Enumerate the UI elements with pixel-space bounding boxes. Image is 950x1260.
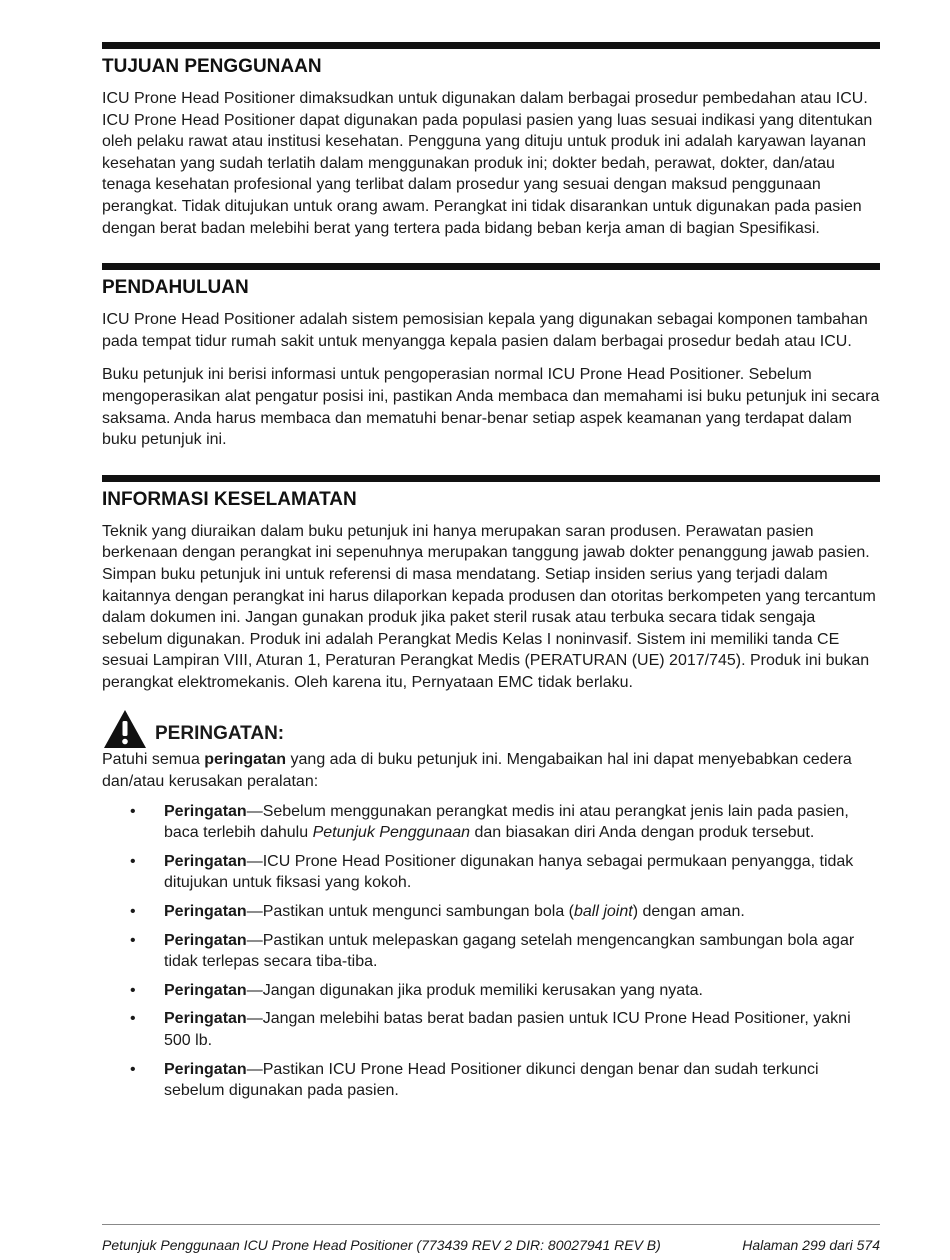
warning-label: Peringatan: [164, 903, 247, 921]
warning-label: Peringatan: [164, 1010, 247, 1028]
warning-label: Peringatan: [164, 852, 247, 870]
section-title-pendahuluan: PENDAHULUAN: [102, 277, 249, 299]
section-divider: [102, 42, 880, 49]
warning-text: ) dengan aman.: [632, 903, 745, 921]
warning-intro-text: Patuhi semua: [102, 751, 205, 769]
warning-text: —Sebelum menggunakan perangkat medis ini atau perangkat jenis lain pada pasien, baca terlebih dahulu: [164, 802, 849, 842]
warning-italic: ball joint: [574, 903, 633, 921]
warning-text: —Pastikan untuk melepaskan gagang setelah mengencangkan sambungan bola agar tidak terlepas secara tiba-tiba.: [164, 931, 855, 971]
warning-text: —Pastikan untuk mengunci sambungan bola (: [246, 903, 574, 921]
section-divider: [102, 263, 880, 270]
warning-label: Peringatan: [164, 931, 247, 949]
section-divider: [102, 475, 880, 482]
warning-text: dan biasakan diri Anda dengan produk tersebut.: [470, 824, 815, 842]
bullet: •: [130, 852, 136, 870]
paragraph-pendahuluan-2: Buku petunjuk ini berisi informasi untuk pengoperasian normal ICU Prone Head Positioner. Sebelum mengoperasikan alat pengatur posisi ini, pastikan Anda membaca dan memahami isi buku petunjuk ini secara saksama. Anda harus membaca dan mematuhi benar-benar setiap aspek keamanan yang terdapat dalam buku petunjuk ini.: [102, 366, 880, 449]
bullet: •: [130, 931, 136, 949]
warning-intro: [102, 749, 880, 792]
warning-list: [102, 801, 880, 1102]
warning-title: PERINGATAN:: [155, 723, 285, 745]
warning-text: —ICU Prone Head Positioner digunakan hanya sebagai permukaan penyangga, tidak ditujukan untuk fiksasi yang kokoh.: [164, 852, 854, 892]
paragraph-pendahuluan-1: ICU Prone Head Positioner adalah sistem pemosisian kepala yang digunakan sebagai komponen tambahan pada tempat tidur rumah sakit untuk menyangga kepala pasien dalam berbagai prosedur bedah atau ICU.: [102, 311, 868, 350]
page-footer: [102, 1237, 880, 1253]
footer-divider: [102, 1224, 880, 1225]
warning-text: —Jangan digunakan jika produk memiliki kerusakan yang nyata.: [246, 981, 703, 999]
section-title-tujuan: TUJUAN PENGGUNAAN: [102, 56, 322, 77]
warning-label: Peringatan: [164, 981, 247, 999]
footer-document-title: Petunjuk Penggunaan ICU Prone Head Positioner (773439 REV 2 DIR: 80027941 REV B): [102, 1237, 661, 1253]
warning-intro-bold: peringatan: [204, 751, 287, 769]
warning-header: [102, 709, 880, 749]
warning-item: [102, 980, 880, 1002]
section-title-keselamatan: INFORMASI KESELAMATAN: [102, 488, 357, 510]
bullet: •: [130, 802, 136, 820]
warning-label: Peringatan: [164, 802, 247, 820]
warning-item: [102, 1008, 880, 1051]
warning-item: [102, 1059, 880, 1102]
warning-text: —Jangan melebihi batas berat badan pasien untuk ICU Prone Head Positioner, yakni 500 lb.: [164, 1010, 851, 1049]
warning-item: [102, 801, 880, 844]
warning-text: —Pastikan ICU Prone Head Positioner dikunci dengan benar dan sudah terkunci sebelum digunakan pada pasien.: [164, 1060, 819, 1100]
paragraph-keselamatan: Teknik yang diuraikan dalam buku petunjuk ini hanya merupakan saran produsen. Perawatan pasien berkenaan dengan perangkat ini sepenuhnya merupakan tanggung jawab dokter penanggung jawab pasien. Simpan buku petunjuk ini untuk referensi di masa mendatang. Setiap insiden serius yang terjadi dalam kaitannya dengan perangkat ini harus dilaporkan kepada produsen dan otoritas berkompeten yang tercantum dalam dokumen ini. Jangan gunakan produk jika paket steril rusak atau terbuka secara tidak sengaja sebelum digunakan. Produk ini adalah Perangkat Medis Kelas I noninvasif. Sistem ini memiliki tanda CE sesuai Lampiran VIII, Aturan 1, Peraturan Perangkat Medis (PERATURAN (UE) 2017/745). Produk ini bukan perangkat elektromekanis. Oleh karena itu, Pernyataan EMC tidak berlaku.: [102, 522, 876, 691]
warning-item: [102, 901, 880, 923]
warning-italic: Petunjuk Penggunaan: [312, 824, 471, 842]
footer-page-number: Halaman 299 dari 574: [742, 1237, 880, 1253]
bullet: •: [130, 981, 136, 999]
bullet: •: [130, 1010, 136, 1028]
bullet: •: [130, 903, 136, 921]
bullet: •: [130, 1060, 136, 1078]
paragraph-tujuan: ICU Prone Head Positioner dimaksudkan untuk digunakan dalam berbagai prosedur pembedahan atau ICU. ICU Prone Head Positioner dapat digunakan pada populasi pasien yang luas sesuai indikasi yang ditentukan oleh pelaku rawat atau institusi kesehatan. Pengguna yang dituju untuk produk ini adalah karyawan layanan kesehatan yang sudah terlatih dalam menggunakan produk ini; dokter bedah, perawat, dokter, dan/atau tenaga kesehatan profesional yang terlibat dalam prosedur yang sesuai dengan maksud penggunaan perangkat. Tidak ditujukan untuk orang awam. Perangkat ini tidak disarankan untuk digunakan pada pasien dengan berat badan melebihi berat yang tertera pada bidang beban kerja aman di bagian Spesifikasi.: [102, 90, 873, 237]
warning-item: [102, 930, 880, 973]
warning-intro-text: yang ada di buku petunjuk ini. Mengabaikan hal ini dapat menyebabkan cedera dan/atau kerusakan peralatan:: [102, 751, 852, 791]
warning-triangle-icon: [103, 709, 147, 749]
warning-item: [102, 851, 880, 894]
warning-label: Peringatan: [164, 1060, 247, 1078]
document-page: [102, 0, 880, 1109]
